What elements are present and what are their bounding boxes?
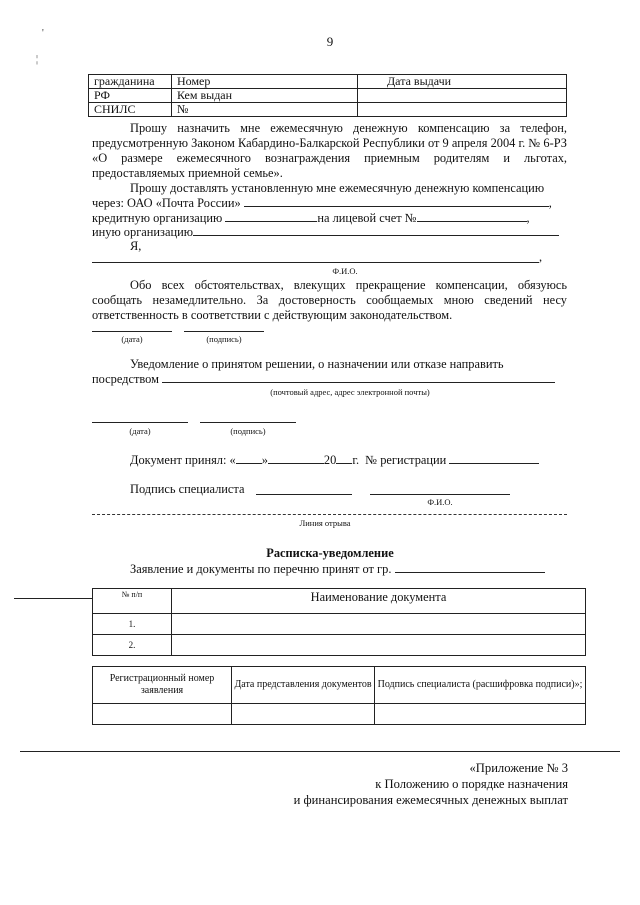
date-line[interactable] bbox=[92, 331, 172, 332]
margin-line bbox=[14, 598, 92, 599]
delivery-intro: Прошу доставлять установленную мне ежемесячную денежную компенсацию bbox=[130, 181, 545, 195]
specialist-label: Подпись специалиста bbox=[130, 482, 245, 496]
row-doc-name[interactable] bbox=[172, 635, 586, 656]
account-field[interactable] bbox=[417, 210, 527, 222]
header-specialist-signature: Подпись специалиста (расшифровка подписи)»; bbox=[375, 667, 586, 704]
cell-snils-value bbox=[358, 103, 567, 117]
month-field[interactable] bbox=[268, 452, 324, 464]
signature-caption: (подпись) bbox=[206, 334, 242, 344]
header-doc-name: Наименование документа bbox=[172, 589, 586, 614]
request-paragraph: Прошу назначить мне ежемесячную денежную компенсацию за телефон, предусмотренную Законом Кабардино-Балкарской Республики от 9 апреля 2004 г. № 6-РЗ «О размере ежемесячного вознаграждения приемным родителям и льготах, предоставляемых приемной семье». bbox=[92, 121, 567, 180]
delivery-credit-row: кредитную организацию на лицевой счет № , bbox=[92, 211, 530, 225]
specialist-signature-cell[interactable] bbox=[375, 704, 586, 725]
date-caption: (дата) bbox=[129, 426, 151, 436]
cell-citizen: гражданина bbox=[89, 75, 172, 89]
date-line[interactable] bbox=[92, 422, 188, 423]
post-field[interactable] bbox=[244, 195, 549, 207]
signature-line[interactable] bbox=[200, 422, 296, 423]
credit-org-field[interactable] bbox=[225, 210, 317, 222]
registration-number-field[interactable] bbox=[449, 452, 539, 464]
delivery-other-row: иную организацию bbox=[92, 224, 567, 240]
date-caption: (дата) bbox=[121, 334, 143, 344]
address-caption: (почтовый адрес, адрес электронной почты) bbox=[270, 387, 430, 397]
appendix-line2: к Положению о порядке назначения bbox=[375, 777, 568, 791]
row-num: 1. bbox=[93, 614, 172, 635]
documents-table bbox=[92, 588, 586, 656]
notification-row: посредством bbox=[92, 371, 567, 387]
day-field[interactable] bbox=[236, 452, 262, 464]
fio-caption: Ф.И.О. bbox=[332, 266, 358, 276]
receipt-title: Расписка-уведомление bbox=[266, 546, 394, 560]
row-doc-name[interactable] bbox=[172, 614, 586, 635]
cell-rf: РФ bbox=[89, 89, 172, 103]
accepted-row: Документ принял: « » 20 г. № регистрации bbox=[130, 452, 570, 468]
cell-issued-by-value bbox=[358, 89, 567, 103]
cell-snils: СНИЛС bbox=[89, 103, 172, 117]
registration-table bbox=[92, 666, 586, 725]
obligation-paragraph: Обо всех обстоятельствах, влекущих прекращение компенсации, обязуюсь сообщать незамедлительно. За достоверность сообщаемых мною сведений несу ответственность в соответствии с действующим законодательством. bbox=[92, 278, 567, 322]
delivery-post-row: через: ОАО «Почта России» , bbox=[92, 196, 552, 210]
specialist-fio-line[interactable] bbox=[370, 494, 510, 495]
appendix-line3: и финансирования ежемесячных денежных выплат bbox=[293, 793, 568, 807]
signature-caption: (подпись) bbox=[230, 426, 266, 436]
appendix-line1: «Приложение № 3 bbox=[469, 761, 568, 775]
receipt-name-field[interactable] bbox=[395, 561, 545, 573]
cell-issued-by: Кем выдан bbox=[172, 89, 358, 103]
page-number: 9 bbox=[326, 34, 334, 49]
margin-mark: ¦ bbox=[36, 54, 39, 65]
receipt-row: Заявление и документы по перечню принят от гр. bbox=[130, 561, 590, 577]
cell-number: Номер bbox=[172, 75, 358, 89]
specialist-fio-caption: Ф.И.О. bbox=[427, 497, 453, 507]
date-cell[interactable] bbox=[232, 704, 375, 725]
cut-line-caption: Линия отрыва bbox=[299, 518, 351, 528]
reg-number-cell[interactable] bbox=[93, 704, 232, 725]
notification-line1: Уведомление о принятом решении, о назначении или отказе направить bbox=[130, 357, 504, 371]
address-field[interactable] bbox=[162, 371, 555, 383]
other-org-field[interactable] bbox=[193, 224, 559, 236]
fio-line[interactable] bbox=[92, 262, 539, 263]
header-num: № п/п bbox=[93, 589, 172, 614]
cut-line bbox=[92, 514, 567, 515]
declarant-ya: Я, bbox=[130, 239, 142, 253]
specialist-signature-line[interactable] bbox=[256, 494, 352, 495]
row-num: 2. bbox=[93, 635, 172, 656]
cell-snils-number: № bbox=[172, 103, 358, 117]
bottom-line bbox=[20, 751, 620, 752]
margin-mark: ' bbox=[42, 28, 44, 39]
cell-issue-date: Дата выдачи bbox=[358, 75, 567, 89]
year-field[interactable] bbox=[336, 452, 352, 464]
header-reg-number: Регистрационный номер заявления bbox=[93, 667, 232, 704]
signature-line[interactable] bbox=[184, 331, 264, 332]
header-date: Дата представления документов bbox=[232, 667, 375, 704]
identity-table bbox=[88, 74, 567, 117]
